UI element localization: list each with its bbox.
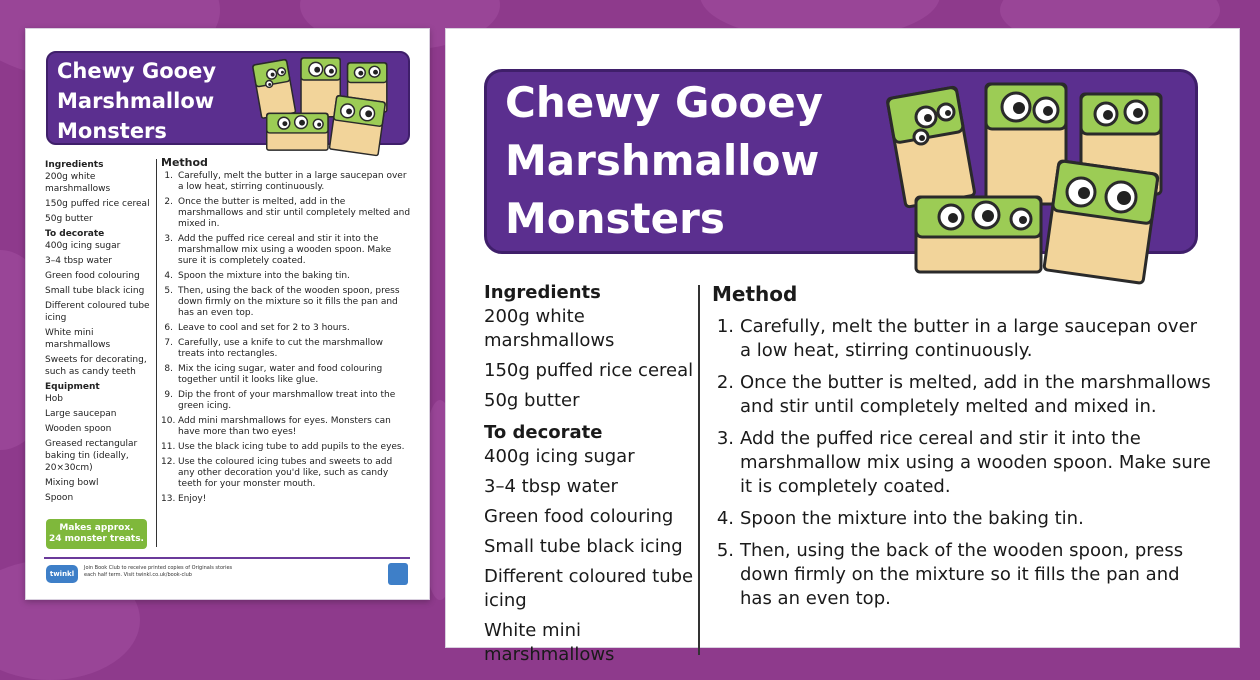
method-step: 12. Use the coloured icing tubes and sweets to add any other decoration you'd like, such as candy teeth for your monster mouth. (161, 457, 393, 489)
makes-badge: Makes approx. 24 monster treats. (46, 519, 147, 549)
method-step: 11. Use the black icing tube to add pupils to the eyes. (161, 442, 405, 452)
ingredients-list: Ingredients 200g white marshmallows 150g puffed rice cereal 50g butter To decorate 400g icing sugar 3–4 tbsp water Green food colouring Small tube black icing Different coloured tube icing White mini marshmallows (484, 282, 694, 665)
thumbnail-ingredients: Ingredients 200g white marshmallows 150g puffed rice cereal 50g butter To decorate 400g icing sugar 3–4 tbsp water Green food colouring Small tube black icing Different coloured tube icing White mini marshmallows Sweets for decorating, such as candy teeth Equipment Hob Large saucepan Wooden spoon Greased rectangular baking tin (ideally, 20×30cm) Mixing bowl Spoon (45, 160, 150, 503)
thumbnail-footer (44, 557, 410, 587)
thumbnail-method: Method 1. Carefully, melt the butter in a large saucepan over a low heat, stirring continuously. 2. Once the butter is melted, add in the marshmallows and stir until completely melted and mixed in. 3. Add the puffed rice cereal and stir it into the marshmallow mix using a wooden spoon. Make sure it is completely coated. 4. Spoon the mixture into the baking tin. 5. Then, using the back of the wooden spoon, press down firmly on the mixture so it fills the pan and has an even top. 6. Leave to cool and set for 2 to 3 hours. 7. Carefully, use a knife to cut the marshmallow treats into rectangles. 8. Mix the icing sugar, water and food colouring together until it looks like glue. 9. Dip the front of your marshmallow treat into the green icing. 10. Add mini marshmallows for eyes. Monsters can have more than two eyes! 11. Use the black icing tube to add pupils to the eyes. 12. Use the coloured icing tubes and sweets to add any other decoration you'd like, such as candy teeth for your monster mouth. 13. Enjoy! (161, 156, 411, 504)
method-step: 9. Dip the front of your marshmallow treat into the green icing. (164, 390, 396, 411)
column-divider (156, 159, 157, 547)
twinkl-logo: twinkl (46, 565, 78, 583)
thumbnail-title: Chewy Gooey Marshmallow Monsters (57, 59, 217, 143)
page-title: Chewy Gooey Marshmallow Monsters (505, 78, 824, 243)
method-step: 3. Add the puffed rice cereal and stir it into the marshmallow mix using a wooden spoon. Make sure it is completely coated. (716, 428, 1211, 497)
method-step: 5. Then, using the back of the wooden spoon, press down firmly on the mixture so it fills the pan and has an even top. (716, 540, 1184, 609)
monster-treats-illustration (891, 82, 1191, 282)
method-step: 4. Spoon the mixture into the baking tin. (716, 508, 1084, 529)
method-step: 2. Once the butter is melted, add in the marshmallows and stir until completely melted and mixed in. (164, 197, 411, 229)
method-step: 2. Once the butter is melted, add in the marshmallows and stir until completely melted and mixed in. (716, 372, 1211, 417)
main-page (445, 28, 1240, 665)
thumbnail-page (25, 28, 430, 600)
book-club-icon (388, 563, 408, 585)
method-step: 5. Then, using the back of the wooden spoon, press down firmly on the mixture so it fills the pan and has an even top. (164, 286, 400, 318)
method-step: 4. Spoon the mixture into the baking tin. (164, 271, 350, 281)
method-step: 13. Enjoy! (161, 494, 207, 504)
thumbnail-title-banner (46, 51, 410, 145)
method-step: 3. Add the puffed rice cereal and stir it into the marshmallow mix using a wooden spoon. Make sure it is completely coated. (164, 234, 392, 266)
monster-treats-illustration (252, 57, 404, 155)
method-step: 6. Leave to cool and set for 2 to 3 hours. (164, 323, 350, 333)
title-banner (484, 69, 1198, 254)
method-step: 7. Carefully, use a knife to cut the marshmallow treats into rectangles. (164, 338, 384, 359)
method-step: 10. Add mini marshmallows for eyes. Monsters can have more than two eyes! (161, 416, 391, 437)
method-step: 1. Carefully, melt the butter in a large saucepan over a low heat, stirring continuously. (164, 171, 407, 192)
method-step: 1. Carefully, melt the butter in a large saucepan over a low heat, stirring continuously. (716, 316, 1198, 361)
footer-text: Join Book Club to receive printed copies of Originals stories each half term. Visit twinkl.co.uk/book-club (84, 565, 233, 578)
method-list: Method 1. Carefully, melt the butter in a large saucepan over a low heat, stirring continuously. 2. Once the butter is melted, add in the marshmallows and stir until completely melted and mixed in. 3. Add the puffed rice cereal and stir it into the marshmallow mix using a wooden spoon. Make sure it is completely coated. 4. Spoon the mixture into the baking tin. 5. Then, using the back of the wooden spoon, press down firmly on the mixture so it fills the pan and has an even top. (712, 282, 1211, 609)
method-step: 8. Mix the icing sugar, water and food colouring together until it looks like glue. (164, 364, 383, 385)
column-divider (698, 285, 700, 655)
